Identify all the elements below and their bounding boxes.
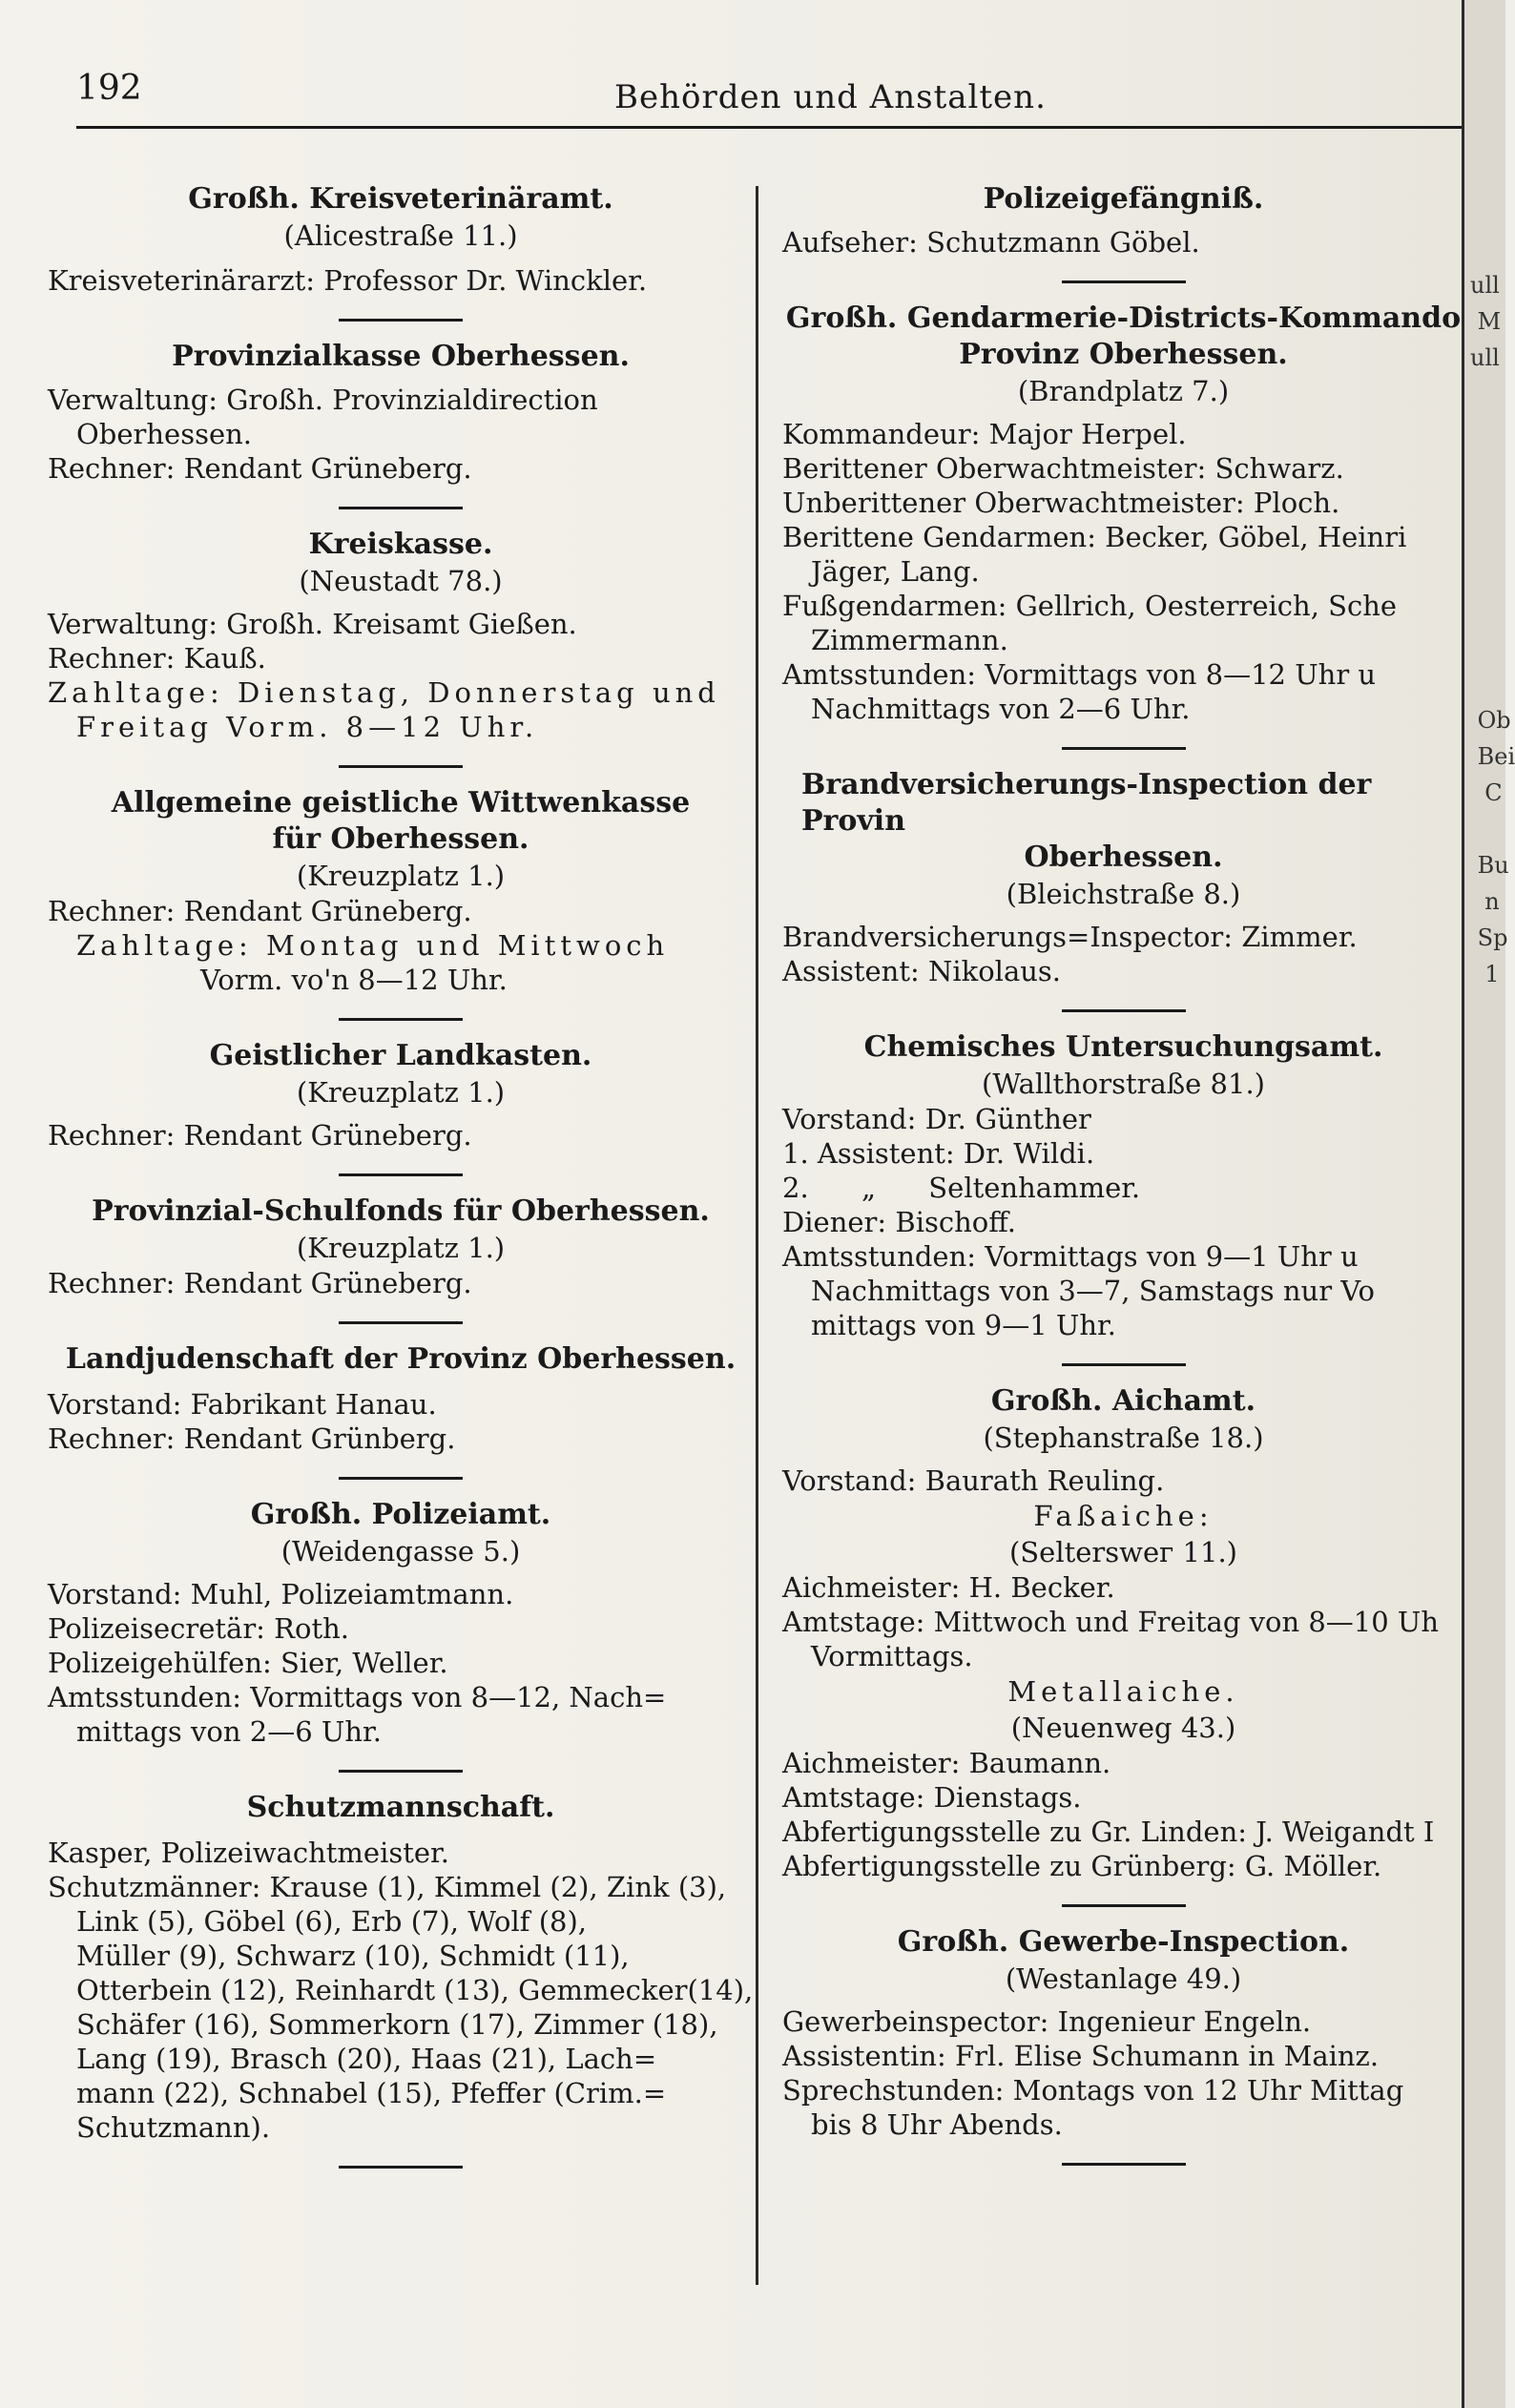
entry-line: 1. Assistent: Dr. Wildi. xyxy=(782,1137,1095,1170)
entry-line: Amtstage: Mittwoch und Freitag von 8—10 Uh xyxy=(782,1606,1440,1638)
section-rule xyxy=(1062,747,1186,750)
entry-line: Gewerbeinspector: Ingenieur Engeln. xyxy=(782,2005,1312,2038)
section-address: (Wallthorstraße 81.) xyxy=(982,1068,1265,1100)
entry-line: Amtsstunden: Vormittags von 9—1 Uhr u xyxy=(782,1240,1359,1273)
section-title: Geistlicher Landkasten. xyxy=(209,1039,592,1072)
section-title: Chemisches Untersuchungsamt. xyxy=(863,1030,1383,1064)
entry-line: Freitag Vorm. 8—12 Uhr. xyxy=(76,711,539,743)
section-address: (Kreuzplatz 1.) xyxy=(296,1232,506,1264)
section-rule xyxy=(1062,1904,1186,1907)
section-address: (Brandplatz 7.) xyxy=(1017,375,1230,407)
entry-line: Müller (9), Schwarz (10), Schmidt (11), xyxy=(76,1940,630,1972)
section-address: (Weidengasse 5.) xyxy=(280,1535,521,1567)
section-landjudenschaft xyxy=(48,1341,754,1456)
entry-line: Nachmittags von 3—7, Samstags nur Vo xyxy=(811,1275,1376,1307)
entry-line: mittags von 2—6 Uhr. xyxy=(76,1715,382,1748)
entry-line: Sprechstunden: Montags von 12 Uhr Mittag xyxy=(782,2074,1404,2107)
entry-line: Vorstand: Muhl, Polizeiamtmann. xyxy=(48,1578,514,1610)
subsection-title: Faßaiche: xyxy=(1033,1500,1214,1532)
section-rule xyxy=(339,1173,463,1176)
section-address: (Alicestraße 11.) xyxy=(283,219,518,252)
section-title: Großh. Aichamt. xyxy=(990,1384,1256,1418)
entry-line: Assistentin: Frl. Elise Schumann in Mainz. xyxy=(782,2040,1380,2072)
section-title: Landjudenschaft der Provinz Oberhessen. xyxy=(65,1342,737,1376)
section-title: Brandversicherungs-Inspection der Provin xyxy=(801,768,1372,838)
entry-line: Unberittener Oberwachtmeister: Ploch. xyxy=(782,487,1340,519)
section-rule xyxy=(339,1770,463,1773)
section-title: Kreiskasse. xyxy=(308,528,493,561)
subsection-title: Metallaiche. xyxy=(1007,1675,1239,1708)
section-rule xyxy=(1062,1009,1186,1012)
entry-line: Link (5), Göbel (6), Erb (7), Wolf (8), xyxy=(76,1905,588,1938)
entry-line: Vorstand: Baurath Reuling. xyxy=(782,1464,1165,1497)
adjacent-page-text: ull M ull Ob Bei C Bu n Sp 1 xyxy=(1470,272,1515,987)
entry-line: Berittener Oberwachtmeister: Schwarz. xyxy=(782,452,1344,485)
left-column xyxy=(48,181,754,2186)
section-rule xyxy=(1062,1363,1186,1366)
entry-line: 2. „ Seltenhammer. xyxy=(782,1172,1141,1204)
section-rule xyxy=(339,1018,463,1021)
section-title: Großh. Polizeiamt. xyxy=(250,1498,551,1531)
entry-line: Brandversicherungs=Inspector: Zimmer. xyxy=(782,921,1358,953)
entry-line: Diener: Bischoff. xyxy=(782,1206,1017,1238)
entry-line: Zimmermann. xyxy=(811,624,1008,656)
entry-line: mittags von 9—1 Uhr. xyxy=(811,1309,1116,1341)
page-header xyxy=(76,69,1464,129)
entry-line: Zahltage: Montag und Mittwoch xyxy=(76,929,670,962)
section-title-cont: Oberhessen. xyxy=(1024,841,1223,874)
entry-line: Amtstage: Dienstags. xyxy=(782,1781,1082,1814)
entry-line: Rechner: Rendant Grüneberg. xyxy=(48,1119,472,1152)
section-rule xyxy=(339,765,463,768)
section-kreisveterinaeramt xyxy=(48,181,754,298)
entry-line: Berittene Gendarmen: Becker, Göbel, Heinri xyxy=(782,521,1407,553)
section-aichamt xyxy=(782,1383,1464,1883)
section-rule xyxy=(339,1321,463,1324)
entry-line: Polizeisecretär: Roth. xyxy=(48,1612,350,1645)
section-address: (Kreuzplatz 1.) xyxy=(296,1076,506,1109)
section-provinzialkasse xyxy=(48,339,754,486)
section-kreiskasse xyxy=(48,527,754,744)
entry-line: Vorm. vo'n 8—12 Uhr. xyxy=(200,964,508,996)
section-address: (Bleichstraße 8.) xyxy=(1006,878,1241,910)
entry-line: Kasper, Polizeiwachtmeister. xyxy=(48,1837,449,1869)
section-title-cont: Provinz Oberhessen. xyxy=(959,338,1288,371)
section-title: Großh. Gewerbe-Inspection. xyxy=(897,1925,1350,1959)
section-chemisches-untersuchungsamt xyxy=(782,1029,1464,1342)
section-address: (Neustadt 78.) xyxy=(299,565,503,597)
section-brandversicherung xyxy=(782,767,1464,988)
section-title: Polizeigefängniß. xyxy=(983,182,1264,216)
entry-line: Kommandeur: Major Herpel. xyxy=(782,418,1187,450)
right-column xyxy=(782,181,1464,2183)
section-landkasten xyxy=(48,1038,754,1152)
entry-line: Vorstand: Dr. Günther xyxy=(782,1103,1091,1135)
entry-line: Rechner: Rendant Grüneberg. xyxy=(48,1267,472,1299)
entry-line: Zahltage: Dienstag, Donnerstag und xyxy=(48,676,720,709)
entry-line: Aichmeister: H. Becker. xyxy=(782,1571,1115,1604)
entry-line: Aufseher: Schutzmann Göbel. xyxy=(782,226,1200,259)
section-address: (Westanlage 49.) xyxy=(1005,1962,1242,1995)
entry-line: Fußgendarmen: Gellrich, Oesterreich, Sche xyxy=(782,590,1398,622)
section-title: Großh. Kreisveterinäramt. xyxy=(188,182,613,216)
entry-line: Rechner: Rendant Grünberg. xyxy=(48,1422,456,1455)
section-title: Großh. Gendarmerie-Districts-Kommando xyxy=(785,301,1462,335)
section-rule xyxy=(1062,280,1186,283)
entry-line: Schutzmann). xyxy=(76,2111,271,2144)
section-wittwenkasse xyxy=(48,785,754,997)
entry-line: Polizeigehülfen: Sier, Weller. xyxy=(48,1647,448,1679)
entry-line: Aichmeister: Baumann. xyxy=(782,1747,1111,1779)
entry-line: Rechner: Kauß. xyxy=(48,642,266,675)
entry-line: Verwaltung: Großh. Provinzialdirection xyxy=(48,384,598,416)
section-rule xyxy=(339,2166,463,2169)
entry-line: Kreisveterinärarzt: Professor Dr. Winckler. xyxy=(48,264,648,297)
entry-line: Nachmittags von 2—6 Uhr. xyxy=(811,693,1191,725)
entry-line: Rechner: Rendant Grüneberg. xyxy=(48,452,472,485)
entry-line: bis 8 Uhr Abends. xyxy=(811,2108,1063,2141)
column-divider xyxy=(756,186,758,2285)
section-title-cont: für Oberhessen. xyxy=(272,822,529,856)
entry-line: Rechner: Rendant Grüneberg. xyxy=(48,895,472,927)
running-head: Behörden und Anstalten. xyxy=(614,78,1047,116)
adjacent-page-edge xyxy=(1462,0,1515,2408)
entry-line: Assistent: Nikolaus. xyxy=(782,955,1062,987)
section-rule xyxy=(1062,2163,1186,2166)
entry-line: mann (22), Schnabel (15), Pfeffer (Crim.= xyxy=(76,2077,667,2109)
section-polizeigefaengniss xyxy=(782,181,1464,259)
entry-line: Schutzmänner: Krause (1), Kimmel (2), Zink (3), xyxy=(48,1871,727,1903)
section-address: (Stephanstraße 18.) xyxy=(983,1422,1264,1454)
entry-line: Otterbein (12), Reinhardt (13), Gemmecker(14), xyxy=(76,1974,754,2006)
entry-line: Abfertigungsstelle zu Grünberg: G. Möller. xyxy=(782,1850,1382,1882)
section-title: Schutzmannschaft. xyxy=(246,1791,555,1824)
section-schutzmannschaft xyxy=(48,1790,754,2145)
entry-line: Jäger, Lang. xyxy=(811,555,980,588)
entry-line: Lang (19), Brasch (20), Haas (21), Lach= xyxy=(76,2043,657,2075)
subsection-address: (Selterswег 11.) xyxy=(1008,1536,1237,1568)
section-title: Provinzial-Schulfonds für Oberhessen. xyxy=(92,1194,710,1228)
section-gendarmerie xyxy=(782,301,1464,726)
entry-line: Abfertigungsstelle zu Gr. Linden: J. Weigandt I xyxy=(782,1816,1435,1848)
section-rule xyxy=(339,319,463,322)
section-schulfonds xyxy=(48,1194,754,1300)
section-address: (Kreuzplatz 1.) xyxy=(296,860,506,892)
entry-line: Oberhessen. xyxy=(76,418,253,450)
subsection-address: (Neuenweg 43.) xyxy=(1010,1712,1236,1744)
entry-line: Amtsstunden: Vormittags von 8—12 Uhr u xyxy=(782,658,1377,691)
section-polizeiamt xyxy=(48,1497,754,1749)
page-number: 192 xyxy=(76,69,142,108)
entry-line: Vormittags. xyxy=(811,1640,973,1672)
entry-line: Vorstand: Fabrikant Hanau. xyxy=(48,1388,437,1421)
entry-line: Schäfer (16), Sommerkorn (17), Zimmer (18), xyxy=(76,2008,718,2041)
section-rule xyxy=(339,1477,463,1480)
section-gewerbe-inspection xyxy=(782,1924,1464,2142)
section-title: Allgemeine geistliche Wittwenkasse xyxy=(111,786,691,820)
entry-line: Verwaltung: Großh. Kreisamt Gießen. xyxy=(48,608,577,640)
section-title: Provinzialkasse Oberhessen. xyxy=(172,340,630,373)
section-rule xyxy=(339,507,463,509)
entry-line: Amtsstunden: Vormittags von 8—12, Nach= xyxy=(48,1681,667,1713)
